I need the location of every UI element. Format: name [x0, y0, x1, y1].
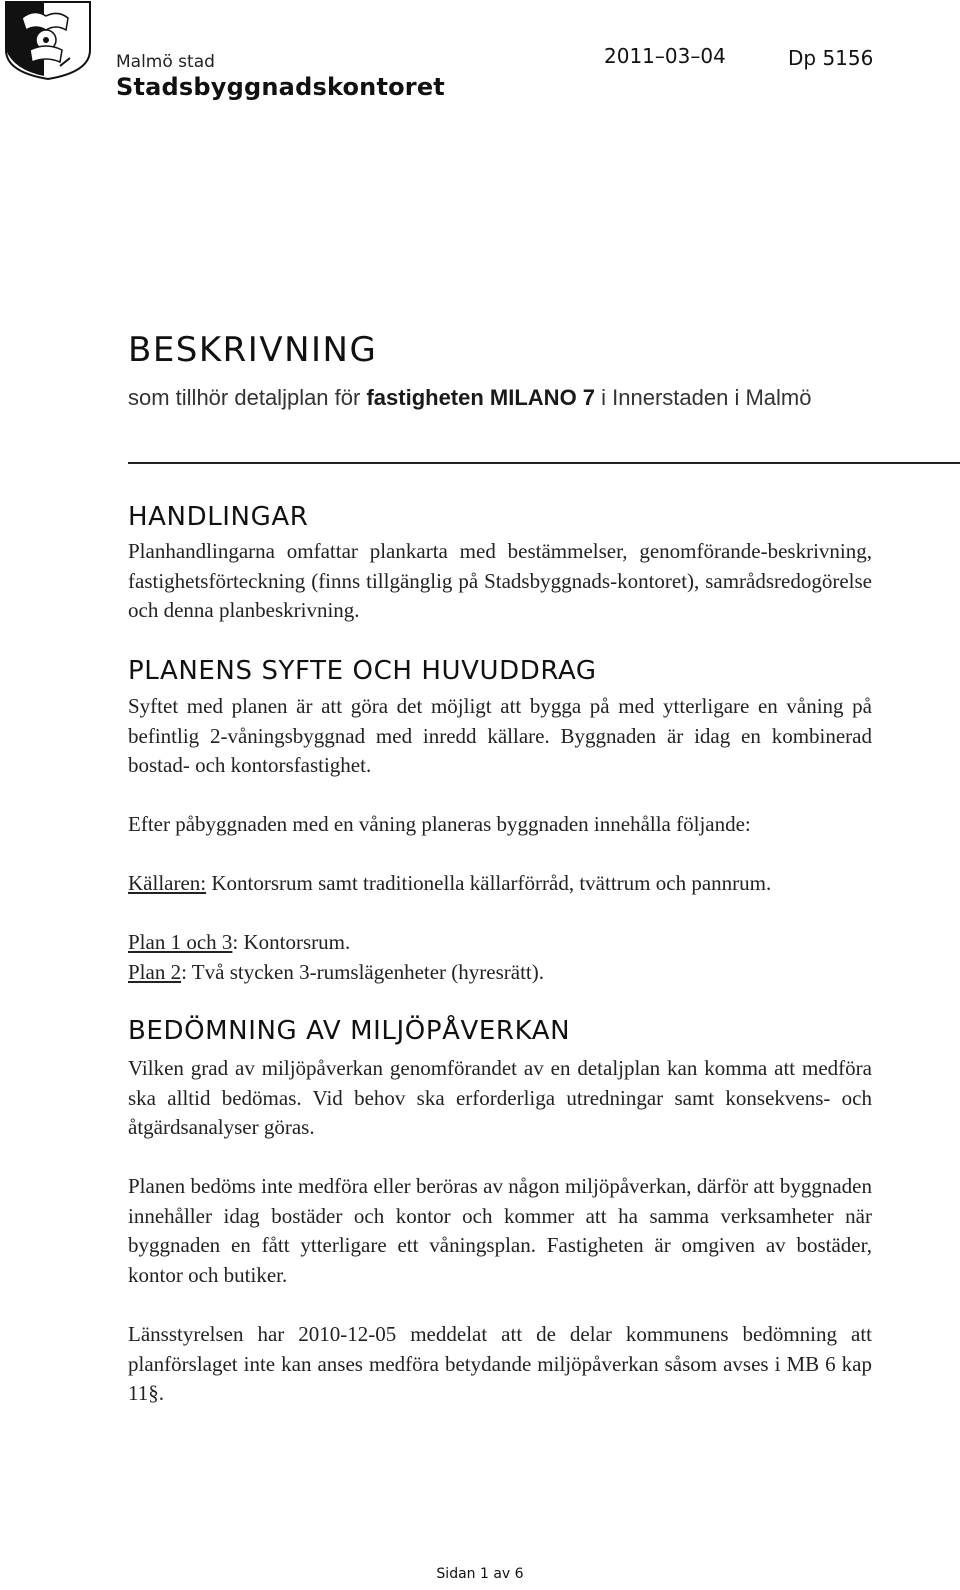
miljo-paragraph-1: Vilken grad av miljöpåverkan genomförandet av en detaljplan kan komma att medföra ska alltid bedömas. Vid behov ska erforderliga utredningar samt konsekvens- och åtgärdsanalyser göras. — [128, 1056, 872, 1140]
page-subtitle — [128, 382, 908, 413]
section-heading-handlingar: HANDLINGAR — [128, 502, 309, 532]
list-item-label: Plan 2 — [128, 960, 182, 984]
malmo-coat-of-arms-icon — [0, 0, 96, 80]
miljo-paragraph-3: Länsstyrelsen har 2010-12-05 meddelat att de delar kommunens bedömning att planförslaget inte kan anses medföra betydande miljöpåverkan såsom avses i MB 6 kap 11§. — [128, 1322, 872, 1406]
syfte-list-item — [128, 869, 872, 899]
page-number: Sidan 1 av 6 — [436, 1566, 524, 1582]
subtitle-post: i Innerstaden i Malmö — [595, 385, 812, 410]
syfte-body: Syftet med planen är att göra det möjligt att bygga på med ytterligare en våning på befintlig 2-våningsbyggnad med inredd källare. Byggnaden är idag en kombinerad bostad- och kontorsfastighet. — [128, 694, 872, 778]
section-heading-miljo: BEDÖMNING AV MILJÖPÅVERKAN — [128, 1016, 571, 1046]
syfte-list-item — [128, 928, 872, 958]
subtitle-property: fastigheten MILANO 7 — [366, 385, 596, 410]
document-date: 2011–03–04 — [604, 44, 726, 68]
subtitle-pre: som tillhör detaljplan för — [128, 385, 367, 410]
section-heading-syfte: PLANENS SYFTE OCH HUVUDDRAG — [128, 656, 597, 686]
page-title: BESKRIVNING — [128, 330, 378, 370]
syfte-list-item — [128, 958, 872, 988]
org-city: Malmö stad — [116, 52, 215, 72]
list-item-text: : Två stycken 3-rumslägenheter (hyresrätt). — [181, 960, 544, 984]
handlingar-body: Planhandlingarna omfattar plankarta med bestämmelser, genomförande-beskrivning, fastighetsförteckning (finns tillgänglig på Stadsbyggnads-kontoret), samrådsredogörelse och denna planbeskrivning. — [128, 539, 872, 623]
organization-block — [116, 52, 445, 102]
list-item-text: Kontorsrum samt traditionella källarförråd, tvättrum och pannrum. — [206, 871, 772, 895]
miljo-paragraph-2: Planen bedöms inte medföra eller beröras av någon miljöpåverkan, därför att byggnaden innehåller idag bostäder och kontor och kommer att ha samma verksamheter när byggnaden en fått ytterligare ett våningsplan. Fastigheten är omgiven av bostäder, kontor och butiker. — [128, 1174, 872, 1288]
syfte-intro: Efter påbyggnaden med en våning planeras byggnaden innehålla följande: — [128, 812, 751, 836]
title-divider — [128, 462, 960, 464]
list-item-label: Källaren: — [128, 871, 207, 895]
list-item-label: Plan 1 och 3 — [128, 930, 233, 954]
document-number: Dp 5156 — [788, 46, 874, 70]
org-office: Stadsbyggnadskontoret — [116, 73, 445, 101]
list-item-text: : Kontorsrum. — [232, 930, 351, 954]
